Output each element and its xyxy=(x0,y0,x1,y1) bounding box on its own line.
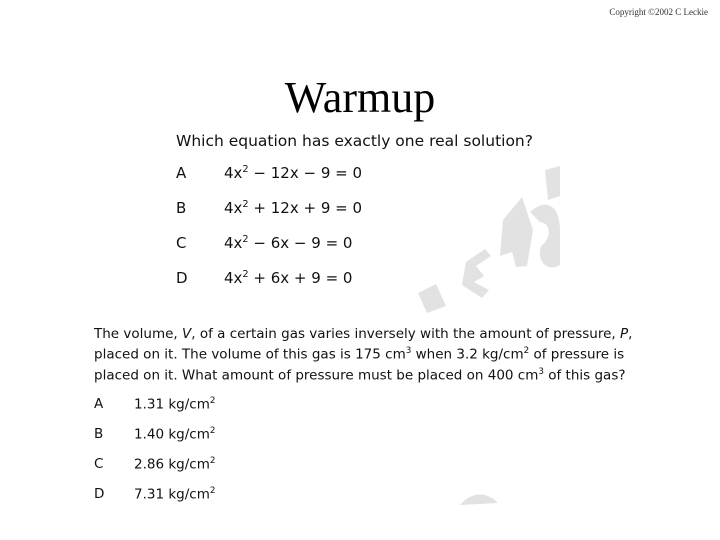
choice-letter: C xyxy=(176,234,187,252)
choice-a xyxy=(94,396,654,426)
choice-c xyxy=(94,456,654,486)
watermark-stroke xyxy=(545,166,560,200)
slide-title: Warmup xyxy=(284,73,436,122)
choice-letter: B xyxy=(94,426,104,442)
choice-d xyxy=(176,269,533,304)
equation: $4x^2 + 6x + 9 = 0$ xyxy=(224,269,353,287)
answer-value: 7.31 $kg/cm^2$ xyxy=(134,486,216,503)
choice-d xyxy=(94,486,654,516)
copyright-notice: Copyright ©2002 C Leckie xyxy=(609,7,708,17)
choice-letter: B xyxy=(176,199,187,217)
watermark-stroke xyxy=(530,205,560,268)
question-one xyxy=(176,132,533,304)
choice-b xyxy=(176,199,533,234)
equation: $4x^2 - 6x - 9 = 0$ xyxy=(224,234,353,252)
answer-value: 1.40 $kg/cm^2$ xyxy=(134,426,216,443)
question-two xyxy=(94,326,654,516)
equation: $4x^2 - 12x - 9 = 0$ xyxy=(224,164,363,182)
answer-value: 2.86 $kg/cm^2$ xyxy=(134,456,216,473)
answer-value: 1.31 $kg/cm^2$ xyxy=(134,396,216,413)
choice-letter: D xyxy=(94,486,105,502)
question-one-text: Which equation has exactly one real solution? xyxy=(176,132,533,150)
equation: $4x^2 + 12x + 9 = 0$ xyxy=(224,199,363,217)
choice-letter: D xyxy=(176,269,188,287)
choice-letter: A xyxy=(94,396,104,412)
choice-letter: A xyxy=(176,164,187,182)
choice-c xyxy=(176,234,533,269)
choice-letter: C xyxy=(94,456,104,472)
question-two-text: The volume, V, of a certain gas varies inversely with the amount of pressure, P, placed on it. The volume of this gas is 175 $cm^3$ when 3.2 $kg/cm^2$ of pressure is placed on it. What amount of pressure must be placed on 400 $cm^3$ of this gas? xyxy=(94,326,633,383)
choice-b xyxy=(94,426,654,456)
choice-a xyxy=(176,164,533,199)
